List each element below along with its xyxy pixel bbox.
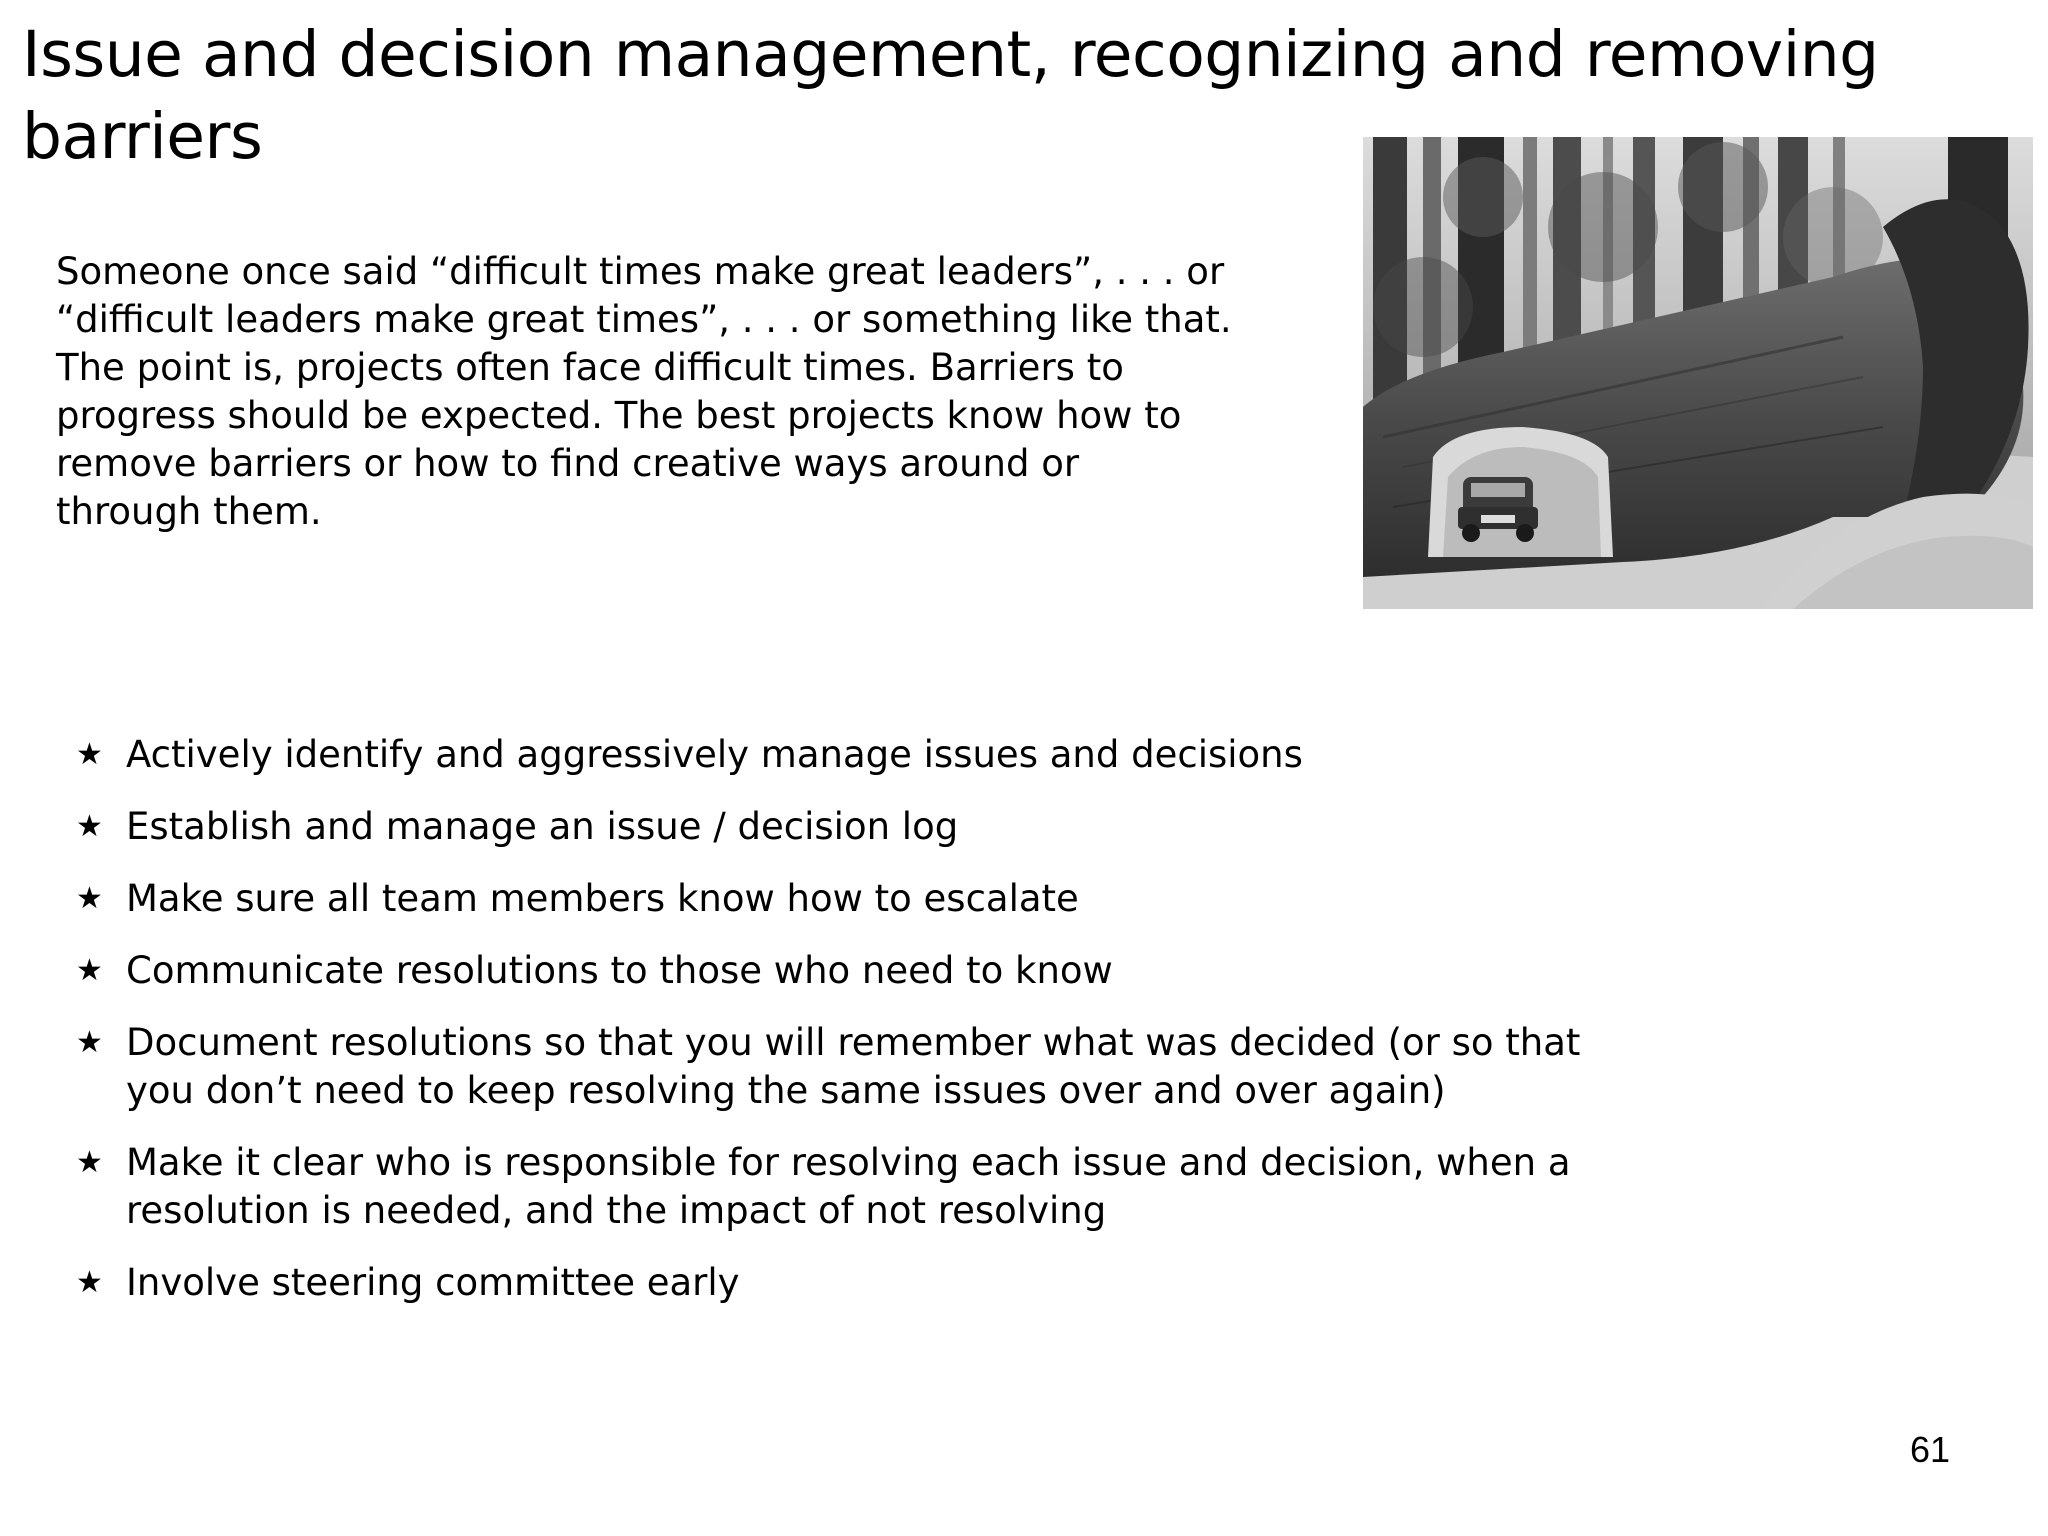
bullet-text: Make it clear who is responsible for resolving each issue and decision, when a resolution is needed, and the impact of not resolving xyxy=(126,1141,1571,1232)
list-item xyxy=(76,1019,1636,1115)
bullet-text: Document resolutions so that you will remember what was decided (or so that you don’t need to keep resolving the same issues over and over again) xyxy=(126,1021,1581,1112)
bullet-text: Actively identify and aggressively manage issues and decisions xyxy=(126,733,1303,776)
list-item xyxy=(76,1259,1636,1307)
star-icon: ★ xyxy=(76,1025,103,1060)
list-item xyxy=(76,731,1636,779)
star-icon: ★ xyxy=(76,737,103,772)
slide-title: Issue and decision management, recognizing and removing barriers xyxy=(22,18,1879,173)
intro-paragraph: Someone once said “difficult times make great leaders”, . . . or “difficult leaders make great times”, . . . or something like that. The point is, projects often face difficult times. Barriers to progress should be expected. The best projects know how to remove barriers or how to find creative ways around or through them. xyxy=(56,250,1232,533)
list-item xyxy=(76,875,1636,923)
bullet-text: Make sure all team members know how to escalate xyxy=(126,877,1079,920)
list-item xyxy=(76,1139,1636,1235)
star-icon: ★ xyxy=(76,881,103,916)
page-number: 61 xyxy=(1909,1429,1950,1470)
bullet-text: Involve steering committee early xyxy=(126,1261,740,1304)
bullet-text: Establish and manage an issue / decision log xyxy=(126,805,959,848)
star-icon: ★ xyxy=(76,953,103,988)
bullet-list xyxy=(76,731,1636,1331)
star-icon: ★ xyxy=(76,809,103,844)
list-item xyxy=(76,803,1636,851)
bullet-text: Communicate resolutions to those who need to know xyxy=(126,949,1113,992)
star-icon: ★ xyxy=(76,1265,103,1300)
list-item xyxy=(76,947,1636,995)
tunnel-log-photo xyxy=(1363,137,2033,609)
star-icon: ★ xyxy=(76,1145,103,1180)
